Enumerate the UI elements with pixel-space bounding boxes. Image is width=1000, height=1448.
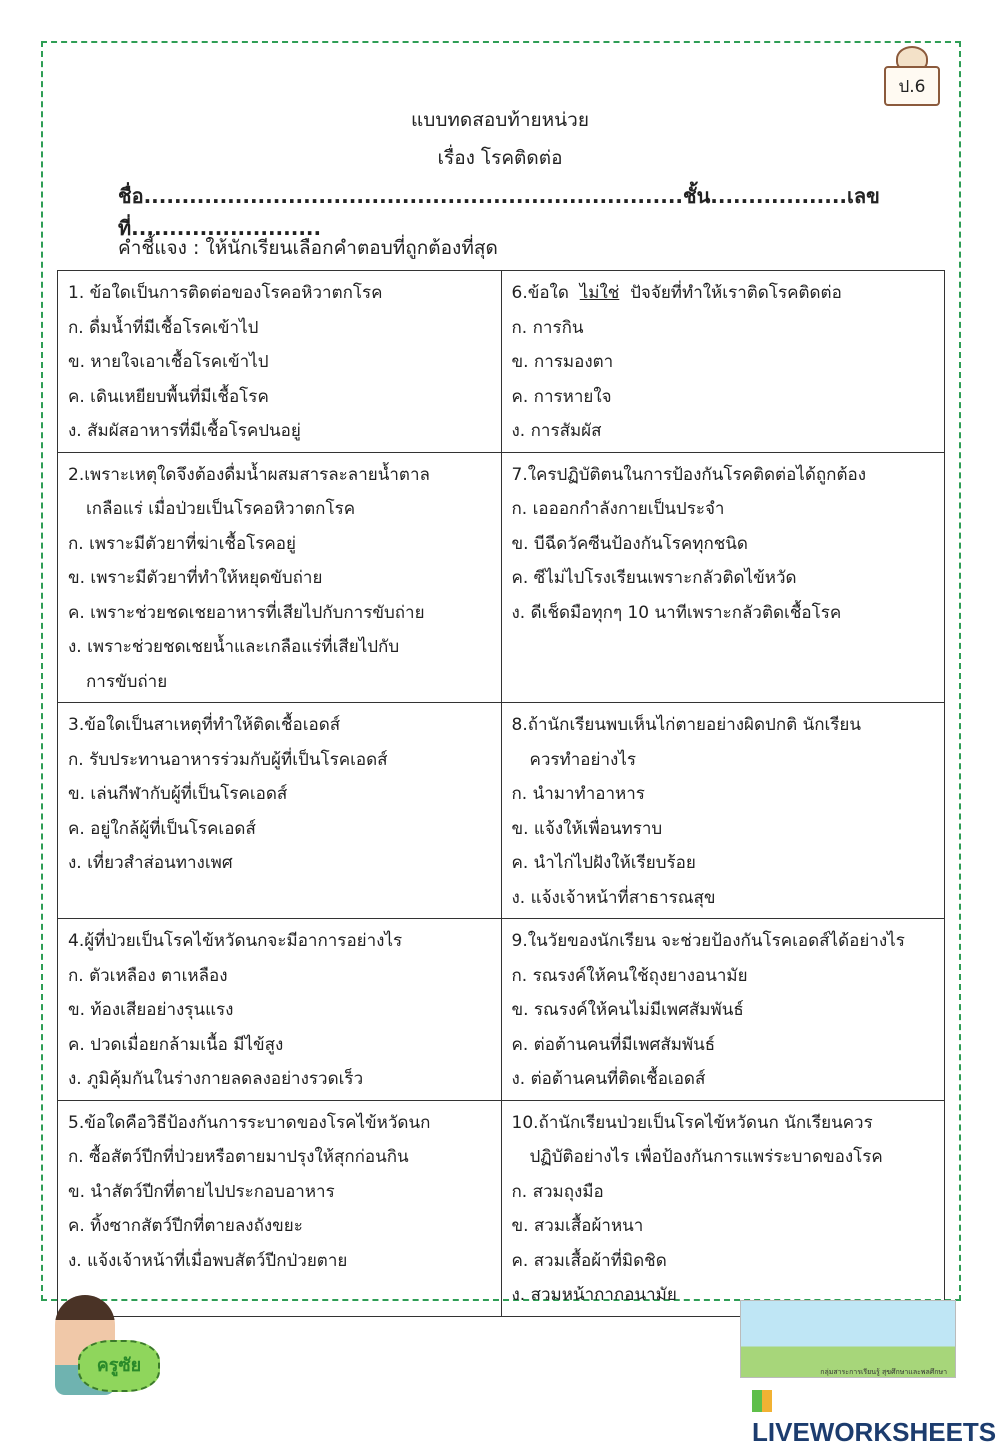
question-3 bbox=[58, 703, 502, 919]
answer-option[interactable]: ง. เพราะช่วยชดเชยน้ำและเกลือแร่ที่เสียไปกับ bbox=[68, 637, 400, 657]
footer-caption: กลุ่มสาระการเรียนรู้ สุขศึกษาและพลศึกษา bbox=[820, 1368, 947, 1376]
grade-badge: ป.6 bbox=[884, 66, 940, 106]
question-text: เกลือแร่ เมื่อป่วยเป็นโรคอหิวาตกโรค bbox=[86, 499, 356, 519]
question-text: 8.ถ้านักเรียนพบเห็นไก่ตายอย่างผิดปกติ นักเรียน bbox=[511, 715, 862, 735]
teacher-label: ครูซัย bbox=[78, 1340, 160, 1392]
answer-option[interactable]: ง. เที่ยวสำส่อนทางเพศ bbox=[68, 853, 233, 873]
answer-option[interactable]: ก. รับประทานอาหารร่วมกับผู้ที่เป็นโรคเอดส์ bbox=[68, 749, 388, 770]
logo-icon bbox=[752, 1390, 772, 1412]
answer-option[interactable]: ค. เพราะช่วยชดเชยอาหารที่เสียไปกับการขับถ่าย bbox=[68, 602, 425, 623]
question-row bbox=[58, 919, 945, 1101]
answer-option[interactable]: ข. ท้องเสียอย่างรุนแรง bbox=[68, 1000, 234, 1020]
worksheet-subtitle: เรื่อง โรคติดต่อ bbox=[437, 147, 563, 169]
answer-option[interactable]: ค. สวมเสื้อผ้าที่มิดชิด bbox=[511, 1250, 667, 1271]
question-text: 7.ใครปฏิบัติตนในการป้องกันโรคติดต่อได้ถูกต้อง bbox=[511, 464, 867, 485]
answer-option[interactable]: ก. นำมาทำอาหาร bbox=[511, 784, 645, 804]
question-1 bbox=[58, 271, 502, 453]
answer-option[interactable]: ค. ทิ้งซากสัตว์ปีกที่ตายลงถังขยะ bbox=[68, 1216, 303, 1236]
emphasis-text: ไม่ใช่ bbox=[579, 283, 620, 303]
question-text-part: ปัจจัยที่ทำให้เราติดโรคติดต่อ bbox=[619, 283, 842, 303]
footer-illustration bbox=[740, 1300, 956, 1378]
answer-option[interactable]: ค. ต่อต้านคนที่มีเพศสัมพันธ์ bbox=[511, 1034, 716, 1055]
answer-option[interactable]: ข. เพราะมีตัวยาที่ทำให้หยุดขับถ่าย bbox=[68, 568, 323, 588]
question-row bbox=[58, 1100, 945, 1316]
question-8 bbox=[501, 703, 945, 919]
answer-option[interactable]: ข. หายใจเอาเชื้อโรคเข้าไป bbox=[68, 352, 269, 372]
answer-option[interactable]: ข. สวมเสื้อผ้าหนา bbox=[511, 1216, 644, 1236]
question-text: 2.เพราะเหตุใดจึงต้องดื่มน้ำผสมสารละลายน้ำตาล bbox=[68, 464, 430, 485]
answer-option[interactable]: ง. ภูมิคุ้มกันในร่างกายลดลงอย่างรวดเร็ว bbox=[68, 1069, 364, 1089]
question-text: ปฏิบัติอย่างไร เพื่อป้องกันการแพร่ระบาดของโรค bbox=[529, 1147, 883, 1167]
answer-option[interactable]: ข. การมองตา bbox=[511, 352, 614, 372]
question-row bbox=[58, 271, 945, 453]
question-text-part: 6.ข้อใด bbox=[511, 283, 580, 303]
answer-option[interactable]: ข. บีฉีดวัคซีนป้องกันโรคทุกชนิด bbox=[511, 533, 748, 554]
answer-option[interactable]: ข. เล่นกีฬากับผู้ที่เป็นโรคเอดส์ bbox=[68, 784, 288, 804]
question-4 bbox=[58, 919, 502, 1101]
question-row bbox=[58, 452, 945, 703]
question-text: ควรทำอย่างไร bbox=[529, 749, 636, 770]
answer-option[interactable]: ค. การหายใจ bbox=[511, 386, 612, 407]
question-2 bbox=[58, 452, 502, 703]
answer-option[interactable]: ค. นำไก่ไปฝังให้เรียบร้อย bbox=[511, 853, 696, 873]
answer-option[interactable]: ก. เพราะมีตัวยาที่ฆ่าเชื้อโรคอยู่ bbox=[68, 533, 296, 554]
answer-option[interactable]: ก. รณรงค์ให้คนใช้ถุงยางอนามัย bbox=[511, 965, 748, 986]
answer-option[interactable]: ก. ซื้อสัตว์ปีกที่ป่วยหรือตายมาปรุงให้สุกก่อนกิน bbox=[68, 1147, 409, 1167]
question-9 bbox=[501, 919, 945, 1101]
answer-option[interactable]: ค. ซีไม่ไปโรงเรียนเพราะกลัวติดไข้หวัด bbox=[511, 568, 797, 588]
question-text: 4.ผู้ที่ป่วยเป็นโรคไข้หวัดนกจะมีอาการอย่างไร bbox=[68, 931, 403, 951]
questions-table bbox=[57, 270, 945, 1317]
instruction: คำชี้แจง : ให้นักเรียนเลือกคำตอบที่ถูกต้องที่สุด bbox=[118, 237, 498, 259]
question-text: 9.ในวัยของนักเรียน จะช่วยป้องกันโรคเอดส์ได้อย่างไร bbox=[511, 931, 905, 951]
answer-option[interactable]: ง. ต่อต้านคนที่ติดเชื้อเอดส์ bbox=[511, 1069, 706, 1089]
answer-option[interactable]: ง. ดีเช็ดมือทุกๆ 10 นาทีเพราะกลัวติดเชื้อโรค bbox=[511, 602, 842, 623]
answer-option[interactable]: ค. ปวดเมื่อยกล้ามเนื้อ มีไข้สูง bbox=[68, 1034, 284, 1055]
answer-option[interactable]: ก. ดื่มน้ำที่มีเชื้อโรคเข้าไป bbox=[68, 317, 259, 338]
question-text: 3.ข้อใดเป็นสาเหตุที่ทำให้ติดเชื้อเอดส์ bbox=[68, 715, 341, 735]
question-5 bbox=[58, 1100, 502, 1316]
answer-option[interactable]: ง. สัมผัสอาหารที่มีเชื้อโรคปนอยู่ bbox=[68, 421, 301, 441]
answer-option[interactable]: ง. แจ้งเจ้าหน้าที่เมื่อพบสัตว์ปีกป่วยตาย bbox=[68, 1250, 348, 1271]
question-text: 10.ถ้านักเรียนป่วยเป็นโรคไข้หวัดนก นักเรียนควร bbox=[511, 1112, 873, 1133]
answer-option[interactable]: ค. อยู่ใกล้ผู้ที่เป็นโรคเอดส์ bbox=[68, 818, 256, 839]
answer-option[interactable]: ข. นำสัตว์ปีกที่ตายไปประกอบอาหาร bbox=[68, 1181, 335, 1202]
question-text: 5.ข้อใดคือวิธีป้องกันการระบาดของโรคไข้หวัดนก bbox=[68, 1112, 431, 1133]
answer-option[interactable]: ก. สวมถุงมือ bbox=[511, 1181, 604, 1202]
question-text: 1. ข้อใดเป็นการติดต่อของโรคอหิวาตกโรค bbox=[68, 283, 383, 303]
question-6 bbox=[501, 271, 945, 453]
liveworksheets-logo[interactable]: LIVEWORKSHEETS bbox=[752, 1386, 1000, 1448]
answer-option[interactable]: การขับถ่าย bbox=[86, 671, 168, 692]
answer-option[interactable]: ง. แจ้งเจ้าหน้าที่สาธารณสุข bbox=[511, 887, 716, 908]
student-info-line[interactable]: ชื่อ.......................................................................ชั้น..................เลขที่......................... bbox=[118, 184, 880, 240]
question-row bbox=[58, 703, 945, 919]
answer-option[interactable]: ก. การกิน bbox=[511, 317, 584, 338]
answer-option[interactable]: ข. รณรงค์ให้คนไม่มีเพศสัมพันธ์ bbox=[511, 1000, 744, 1020]
answer-option[interactable]: ก. ตัวเหลือง ตาเหลือง bbox=[68, 965, 228, 986]
worksheet-title: แบบทดสอบท้ายหน่วย bbox=[411, 109, 589, 131]
answer-option[interactable]: ข. แจ้งให้เพื่อนทราบ bbox=[511, 818, 663, 839]
answer-option[interactable]: ค. เดินเหยียบพื้นที่มีเชื้อโรค bbox=[68, 386, 269, 407]
answer-option[interactable]: ง. สวมหน้ากากอนามัย bbox=[511, 1285, 677, 1305]
answer-option[interactable]: ก. เอออกกำลังกายเป็นประจำ bbox=[511, 499, 725, 519]
question-7 bbox=[501, 452, 945, 703]
question-10 bbox=[501, 1100, 945, 1316]
question-text bbox=[512, 279, 935, 314]
answer-option[interactable]: ง. การสัมผัส bbox=[511, 421, 602, 441]
